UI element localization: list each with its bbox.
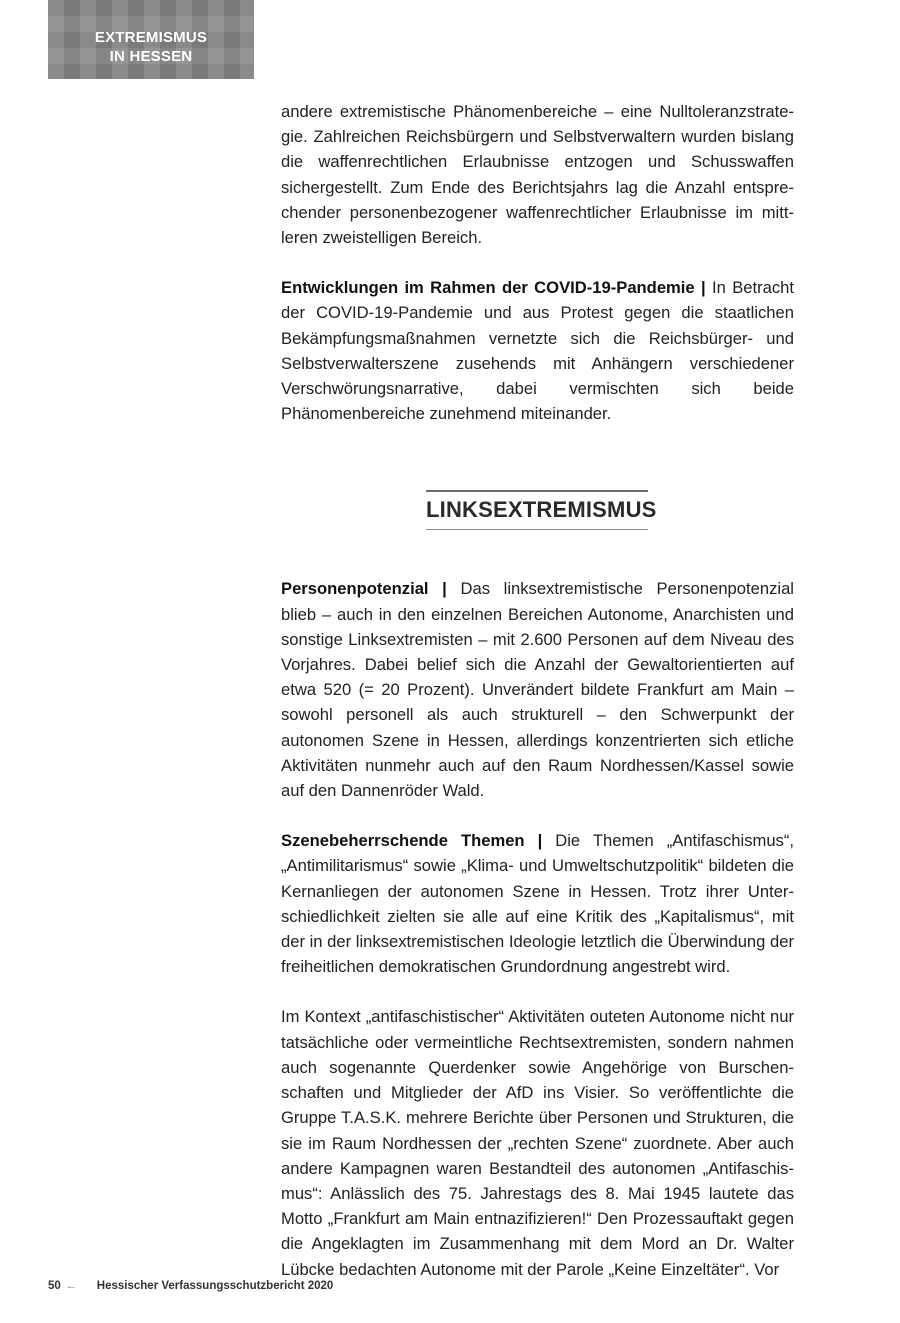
section-label: EXTREMISMUS IN HESSEN (94, 29, 208, 65)
paragraph-covid (281, 275, 794, 426)
paragraph-lead: Entwicklungen im Rahmen der COVID-19-Pandemie | (281, 278, 706, 298)
section-heading-block (281, 426, 794, 576)
report-title: Hessischer Verfassungsschutzbericht 2020 (96, 1280, 334, 1292)
paragraph-themen (281, 828, 794, 979)
section-tab (48, 0, 254, 79)
paragraph-text: Das linksextremistische Personenpotenzial blieb – auch in den einzelnen Bereichen Autonome, Anarchisten und sonstige Linksextremisten – mit 2.600 Personen auf dem Niveau des Vorjahres. Dabei belief sich die Anzahl der Gewaltorientierten auf etwa 520 (= 20 Prozent). Unverändert bildete Frankfurt am Main – sowohl personell als auch strukturell – den Schwerpunkt der autonomen Szene in Hessen, allerdings konzentrierten sich etliche Aktivitäten nunmehr auch auf den Raum Nordhessen/Kassel sowie auf den Dannenröder Wald. (281, 579, 794, 801)
paragraph-text: In Betracht der COVID-19-Pandemie und aus Protest gegen die staatlichen Bekämpfungsmaßnahmen vernetzte sich die Reichsbürger- und Selbstverwalterszene zusehends mit Anhängern verschiedener Verschwörungsnarrative, dabei vermischten sich beide Phänomenbereiche zunehmend miteinander. (281, 278, 794, 424)
section-heading: LINKSEXTREMISMUS (426, 490, 648, 530)
paragraph-lead: Szenebeherrschende Themen | (281, 831, 543, 851)
paragraph-kontext: Im Kontext „antifaschistischer“ Aktivitäten outeten Autonome nicht nur tatsächliche oder vermeintliche Rechtsextremisten, sondern nahmen auch sogenannte Querdenker sowie Angehörige von Burschenschaften und Mitglieder der AfD ins Visier. So veröffentlichte die Gruppe T.A.S.K. mehrere Berichte über Personen und Strukturen, die sie im Raum Nordhessen der „rechten Szene“ zuordnete. Aber auch andere Kampagnen waren Bestandteil des autonomen „Antifaschismus“: Anlässlich des 75. Jahrestags des 8. Mai 1945 lautete das Motto „Frankfurt am Main entnazifizieren!“ Den Prozessauftakt gegen die Angeklagten im Zusammenhang mit dem Mord an Dr. Walter Lübcke bedachten Autonome mit der Parole „Keine Einzeltäter“. Vor (281, 1007, 794, 1279)
page-footer (48, 1278, 333, 1294)
paragraph-personenpotenzial (281, 576, 794, 803)
paragraph-text: Die Themen „Antifaschismus“, „Antimilitarismus“ sowie „Klima- und Umweltschutzpolitik“ bildeten die Kernanliegen der autonomen Szene in Hessen. Trotz ihrer Unterschiedlichkeit zielten sie alle auf eine Kritik des „Kapitalismus“, mit der in der linksextremistischen Ideologie letztlich die Überwindung der freiheitlichen demokratischen Grundordnung angestrebt wird. (281, 831, 794, 977)
paragraph-intro: andere extremistische Phänomenbereiche – eine Nulltoleranzstrategie. Zahlreichen Reichsbürgern und Selbstverwaltern wurden bislang die waffenrechtlichen Erlaubnisse entzogen und Schusswaffen sichergestellt. Zum Ende des Berichtsjahrs lag die Anzahl entsprechender personenbezogener waffenrechtlicher Erlaubnisse im mittleren zweistelligen Bereich. (281, 102, 794, 248)
paragraph-lead: Personenpotenzial | (281, 579, 447, 599)
main-content (281, 99, 794, 1282)
arrow-left-icon[interactable]: ← (65, 1280, 77, 1292)
page-number: 50 (48, 1280, 61, 1292)
